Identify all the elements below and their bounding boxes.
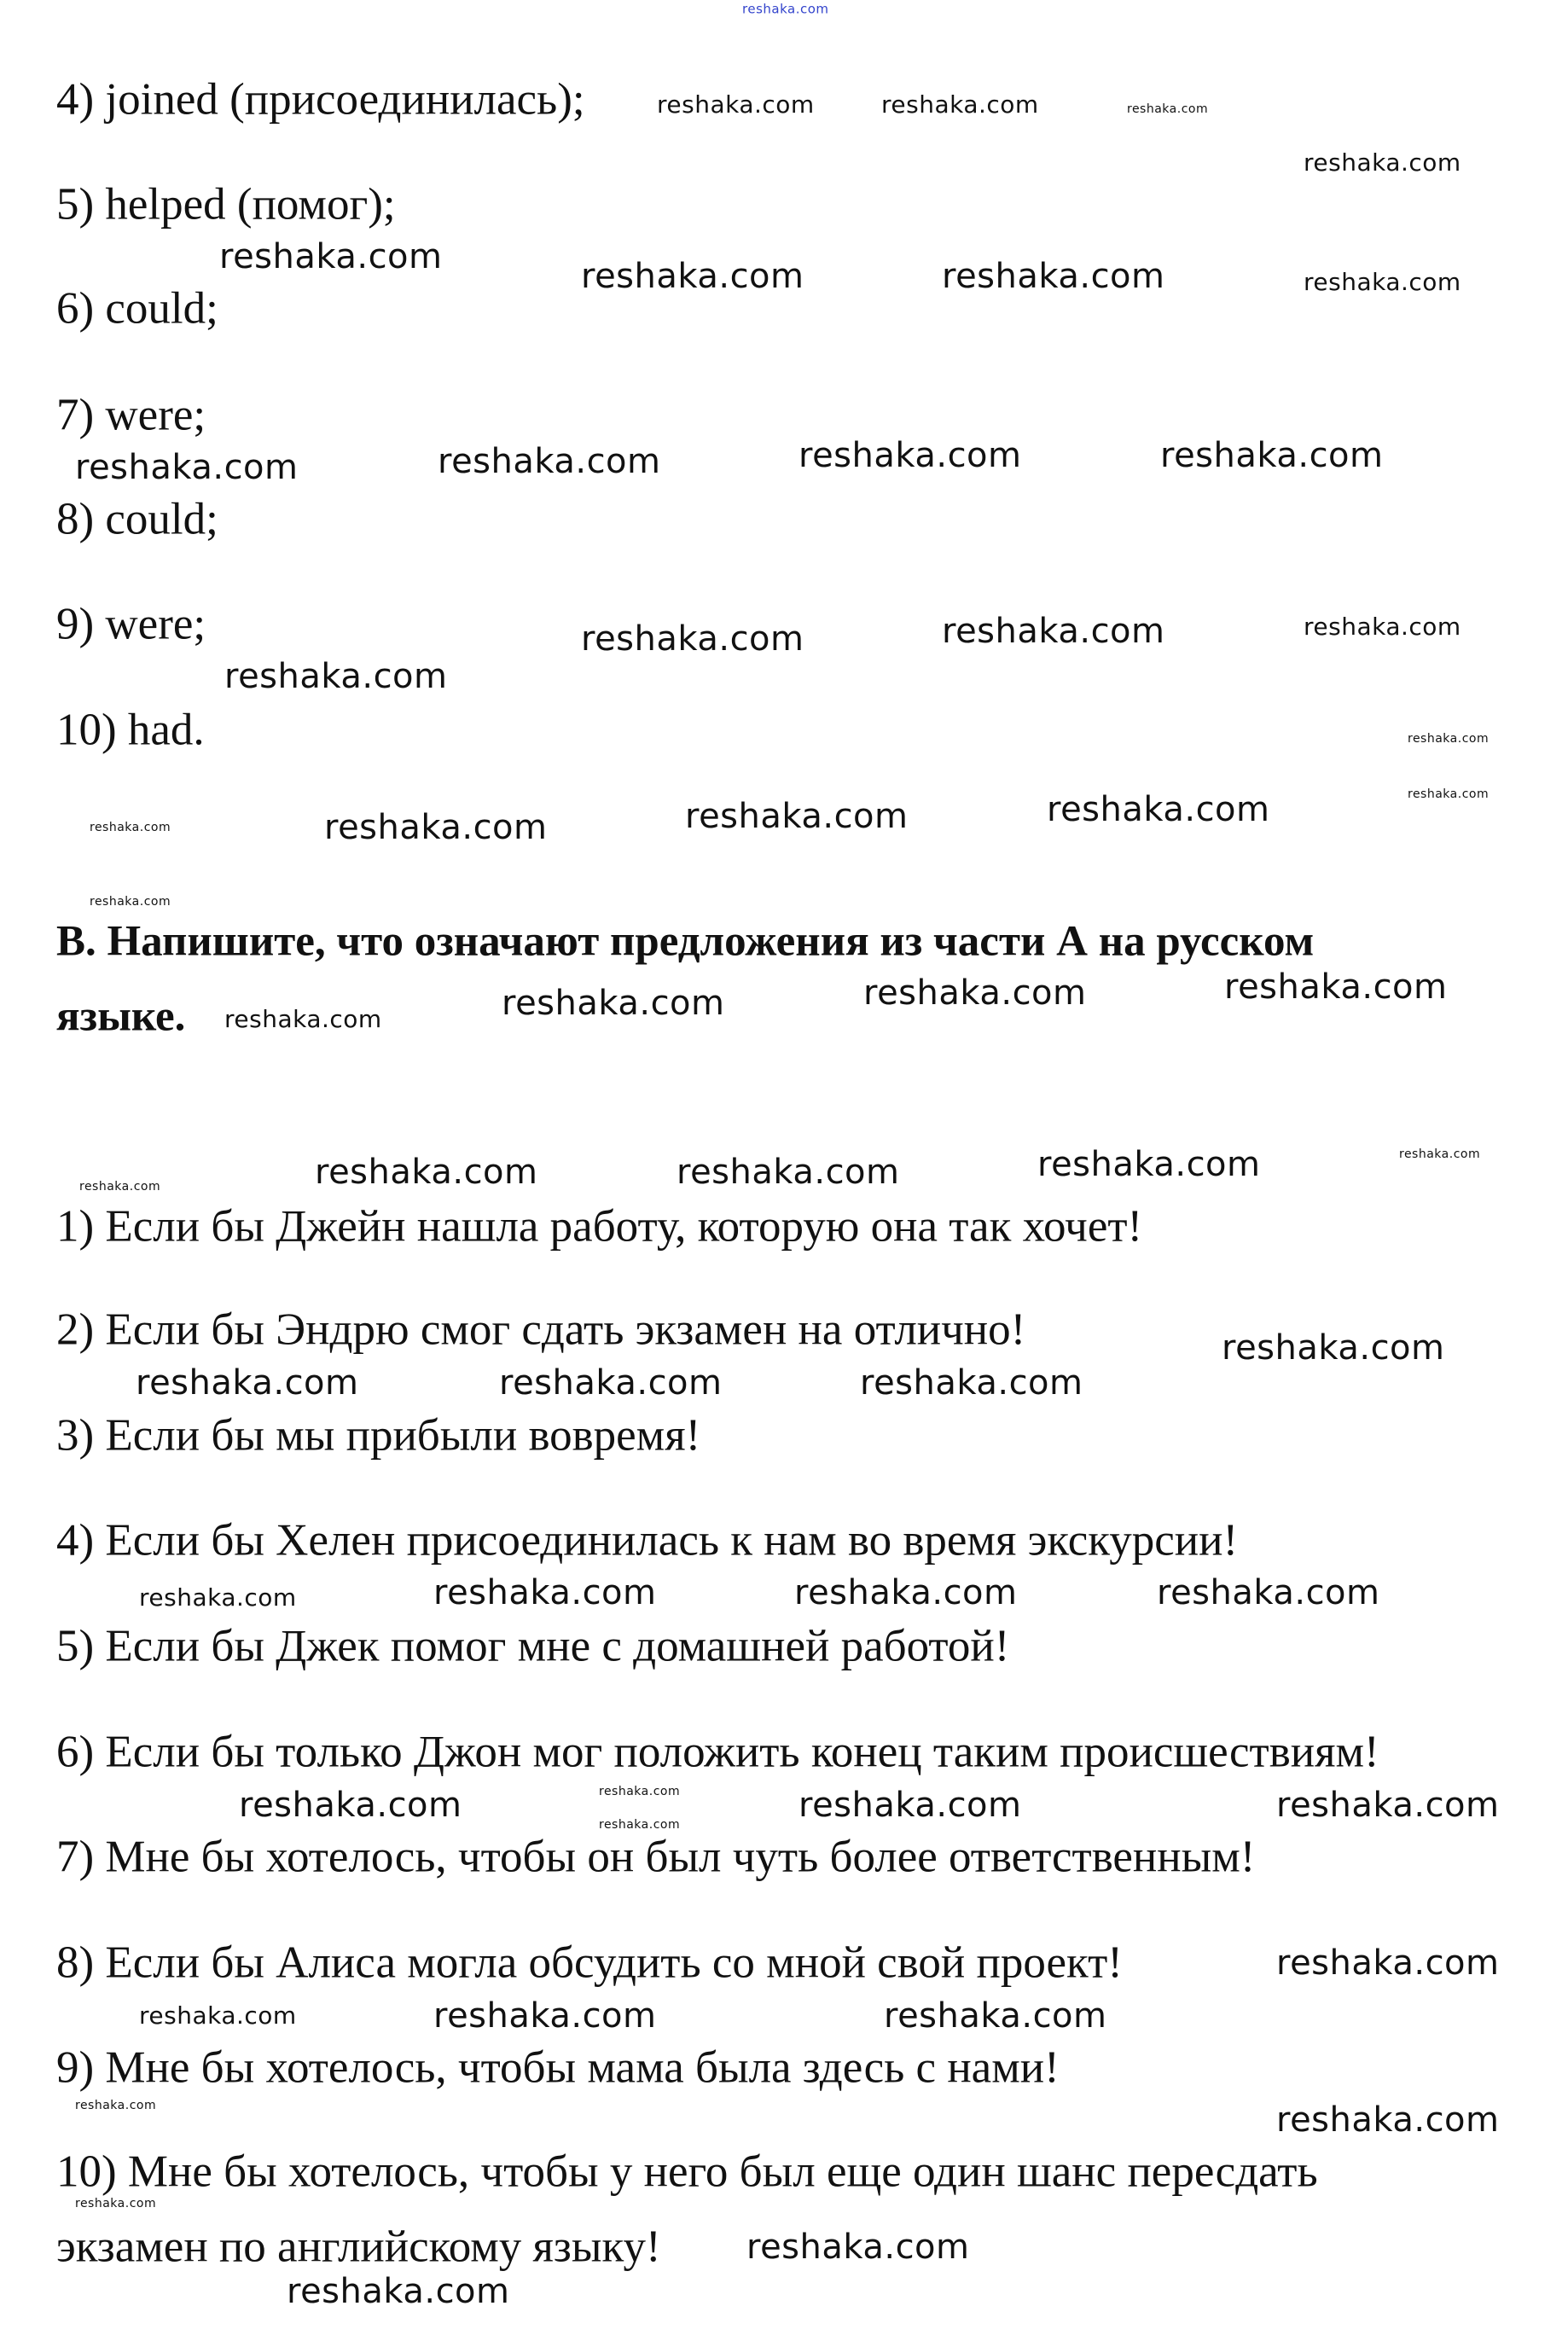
watermark: reshaka.com [75,448,299,487]
answer-a-6: 6) could; [56,283,218,334]
watermark: reshaka.com [315,1153,538,1192]
watermark: reshaka.com [139,1583,297,1612]
watermark: reshaka.com [1399,1147,1481,1161]
answer-a-7: 7) were; [56,390,206,440]
watermark: reshaka.com [860,1363,1083,1403]
answer-b-9: 9) Мне бы хотелось, чтобы мама была здесь с нами! [56,2042,1060,2093]
answer-a-4: 4) joined (присоединилась); [56,74,585,125]
section-b-heading-cont: языке. [56,992,186,1041]
answer-b-8: 8) Если бы Алиса могла обсудить со мной свой проект! [56,1937,1123,1988]
watermark: reshaka.com [75,2099,157,2112]
watermark: reshaka.com [1037,1145,1261,1184]
watermark: reshaka.com [1304,268,1461,296]
watermark: reshaka.com [1276,1943,1500,1983]
watermark: reshaka.com [746,2228,970,2267]
watermark: reshaka.com [1047,790,1270,829]
answer-b-4: 4) Если бы Хелен присоединилась к нам во время экскурсии! [56,1515,1239,1566]
watermark: reshaka.com [1222,1328,1445,1368]
watermark: reshaka.com [581,619,804,659]
watermark: reshaka.com [942,257,1165,296]
watermark: reshaka.com [75,2197,157,2210]
watermark: reshaka.com [863,973,1087,1013]
watermark: reshaka.com [139,2001,297,2030]
watermark: reshaka.com [433,1996,657,2036]
answer-b-3: 3) Если бы мы прибыли вовремя! [56,1410,701,1461]
watermark: reshaka.com [433,1573,657,1612]
watermark: reshaka.com [1160,436,1384,475]
watermark: reshaka.com [287,2272,510,2311]
watermark: reshaka.com [79,1180,161,1194]
watermark: reshaka.com [1127,102,1209,116]
watermark: reshaka.com [1304,148,1461,177]
answer-a-9: 9) were; [56,599,206,649]
watermark: reshaka.com [1408,732,1490,746]
watermark: reshaka.com [599,1818,681,1832]
watermark: reshaka.com [1304,613,1461,641]
watermark: reshaka.com [881,90,1039,119]
answer-b-7: 7) Мне бы хотелось, чтобы он был чуть более ответственным! [56,1832,1256,1882]
watermark: reshaka.com [90,821,171,834]
watermark: reshaka.com [599,1785,681,1798]
watermark: reshaka.com [239,1786,462,1825]
watermark: reshaka.com [1276,2100,1500,2140]
watermark: reshaka.com [677,1153,900,1192]
answer-b-10-cont: экзамен по английскому языку! [56,2222,661,2272]
watermark: reshaka.com [324,808,548,847]
watermark: reshaka.com [884,1996,1107,2036]
answer-b-6: 6) Если бы только Джон мог положить конец таким происшествиям! [56,1727,1379,1777]
section-b-heading: B. Напишите, что означают предложения из части А на русском [56,917,1315,966]
watermark: reshaka.com [1157,1573,1380,1612]
answer-b-2: 2) Если бы Эндрю смог сдать экзамен на отлично! [56,1304,1026,1355]
watermark: reshaka.com [136,1363,359,1403]
watermark: reshaka.com [799,436,1022,475]
watermark: reshaka.com [799,1786,1022,1825]
watermark: reshaka.com [1408,787,1490,801]
watermark: reshaka.com [685,797,909,836]
watermark: reshaka.com [499,1363,723,1403]
watermark: reshaka.com [581,257,804,296]
answer-a-8: 8) could; [56,494,218,544]
watermark: reshaka.com [742,1,829,17]
watermark: reshaka.com [90,895,171,909]
watermark: reshaka.com [1276,1786,1500,1825]
watermark: reshaka.com [502,984,725,1023]
answer-b-5: 5) Если бы Джек помог мне с домашней работой! [56,1621,1010,1671]
answer-a-5: 5) helped (помог); [56,179,396,229]
watermark: reshaka.com [438,442,661,481]
watermark: reshaka.com [657,90,815,119]
watermark: reshaka.com [1224,967,1448,1007]
watermark: reshaka.com [224,657,448,696]
watermark: reshaka.com [224,1005,382,1033]
answer-b-1: 1) Если бы Джейн нашла работу, которую она так хочет! [56,1201,1143,1252]
answer-b-10: 10) Мне бы хотелось, чтобы у него был еще один шанс пересдать [56,2146,1318,2197]
answer-a-10: 10) had. [56,705,205,755]
watermark: reshaka.com [794,1573,1018,1612]
watermark: reshaka.com [942,612,1165,651]
watermark: reshaka.com [219,237,443,276]
